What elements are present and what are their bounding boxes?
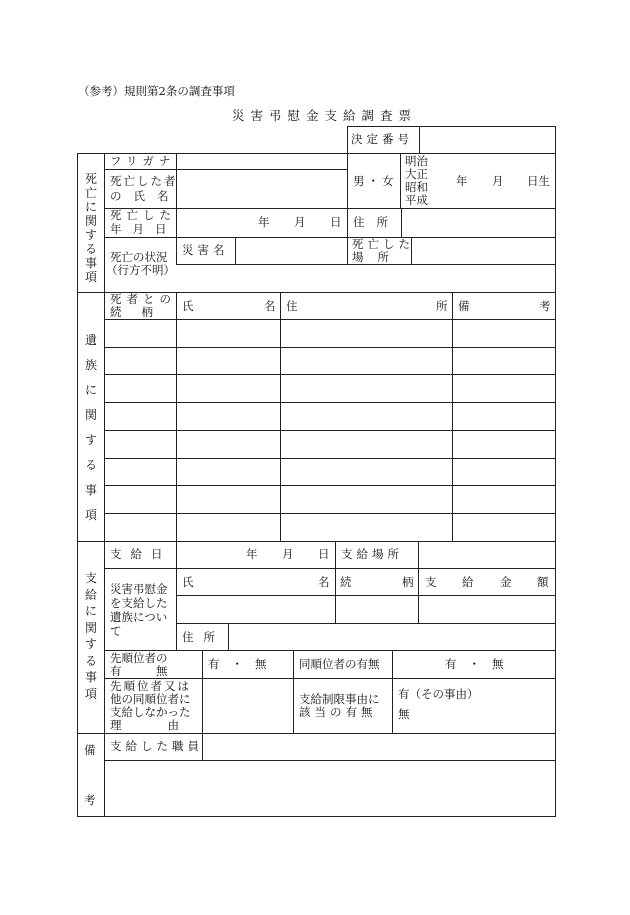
family-name-col-2: 名 xyxy=(264,299,276,313)
death-status-label-1: 死亡の状況 xyxy=(110,250,168,264)
recipient-relation-col-2: 柄 xyxy=(402,575,414,589)
pay-month: 月 xyxy=(282,547,294,561)
death-place-label-2: 場所 xyxy=(352,250,403,264)
amount-col-1: 支 xyxy=(425,575,437,589)
sex-value: 男・女 xyxy=(353,174,397,188)
pay-place-label: 支給場所 xyxy=(341,547,403,561)
reason-label-3: 支給しなかった xyxy=(110,705,191,719)
death-month: 月 xyxy=(294,215,306,229)
death-place-label-1: 死亡した xyxy=(352,237,414,251)
reference-note: （参考）規則第2条の調査事項 xyxy=(78,84,235,98)
amount-col-3: 金 xyxy=(500,575,512,589)
remarks-section-label-2: 考 xyxy=(84,793,96,807)
deceased-name-label-2: の氏名 xyxy=(110,189,181,203)
limit-label-1: 支給制限事由に xyxy=(299,692,380,706)
recipient-name-col-1: 氏 xyxy=(182,575,194,589)
era-showa: 昭和 xyxy=(405,180,428,194)
pay-year: 年 xyxy=(246,547,258,561)
form-title: 災害弔慰金支給調査票 xyxy=(232,108,418,123)
relation-label-1: 死者との xyxy=(110,292,176,306)
pay-day: 日 xyxy=(318,547,330,561)
furigana-label: フリガナ xyxy=(110,154,176,168)
limit-yes: 有（その事由） xyxy=(398,687,479,701)
limit-no: 無 xyxy=(398,707,410,721)
death-date-label-1: 死亡した xyxy=(110,208,176,222)
deceased-name-label-1: 死亡した者 xyxy=(110,174,178,188)
same-rank-label: 同順位者の有無 xyxy=(299,657,380,671)
prior-value: 有・無 xyxy=(208,657,279,671)
reason-label-1: 先順位者又は xyxy=(110,679,191,693)
amount-col-2: 給 xyxy=(462,575,474,589)
prior-label-2: 有 無 xyxy=(110,664,168,678)
death-year: 年 xyxy=(258,215,270,229)
recipient-label-3: 遺族につい xyxy=(110,610,168,624)
recipient-label-2: を支給した xyxy=(110,596,168,610)
section-family-label: 遺族に関する事項 xyxy=(84,333,97,522)
era-taisho: 大正 xyxy=(405,167,428,181)
remarks-section-label-1: 備 xyxy=(84,743,96,757)
limit-label-2: 該当の有無 xyxy=(299,705,377,719)
recipient-label-1: 災害弔慰金 xyxy=(110,582,168,596)
recipient-relation-col-1: 続 xyxy=(340,575,352,589)
pay-date-label: 支給日 xyxy=(110,547,172,561)
disaster-name-label: 災害名 xyxy=(182,243,229,257)
death-date-label-2: 年月日 xyxy=(110,222,178,236)
section-death-label: 死亡に関する事項 xyxy=(84,172,97,284)
death-day: 日 xyxy=(330,215,342,229)
prior-label-1: 先順位者の xyxy=(110,651,168,665)
decision-number-label: 決定番号 xyxy=(351,132,413,146)
family-address-col-1: 住 xyxy=(286,299,298,313)
recipient-address-label: 住所 xyxy=(182,630,225,644)
deceased-address-label: 住所 xyxy=(353,215,400,229)
amount-col-4: 額 xyxy=(537,575,549,589)
birth-day: 日生 xyxy=(527,174,550,188)
reason-label-4: 理 由 xyxy=(110,718,179,732)
relation-label-2: 続柄 xyxy=(110,305,173,319)
recipient-name-col-2: 名 xyxy=(318,575,330,589)
family-address-col-2: 所 xyxy=(436,299,448,313)
section-payment-label: 支給に関する事項 xyxy=(84,571,97,701)
staff-label: 支給した職員 xyxy=(110,739,203,753)
era-meiji: 明治 xyxy=(405,154,428,168)
family-remarks-col-2: 考 xyxy=(539,299,551,313)
death-status-label-2: （行方不明） xyxy=(106,263,175,277)
era-heisei: 平成 xyxy=(405,193,428,207)
recipient-label-4: て xyxy=(110,624,122,638)
birth-month: 月 xyxy=(492,174,504,188)
birth-year: 年 xyxy=(456,174,468,188)
family-remarks-col-1: 備 xyxy=(458,299,470,313)
same-rank-value: 有・無 xyxy=(445,657,516,671)
reason-label-2: 他の同順位者に xyxy=(110,692,191,706)
family-name-col-1: 氏 xyxy=(182,299,194,313)
